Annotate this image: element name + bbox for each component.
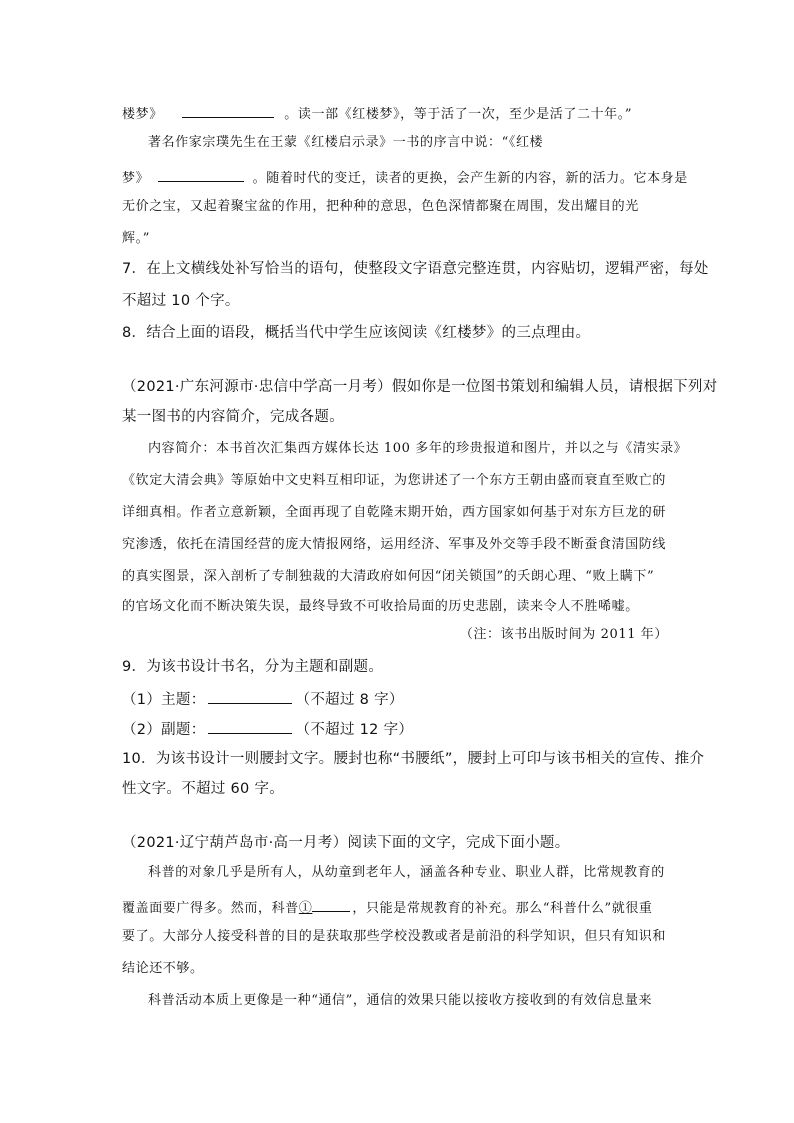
book-intro-line5: 的真实图景，深入剖析了专制独裁的大清政府如何因“闭关锁国”的夭朗心理、“败上瞒下” [122, 569, 655, 584]
main-title-label: （1）主题： [122, 692, 206, 708]
main-title-blank[interactable] [208, 690, 292, 704]
science-para2-line1: 科普活动本质上更像是一种“通信”，通信的效果只能以接收方接收到的有效信息量来 [148, 993, 653, 1008]
main-title-limit: （不超过 8 字） [295, 692, 404, 708]
subtitle-limit: （不超过 12 字） [295, 722, 414, 738]
question-10-line1: 10．为该书设计一则腰封文字。腰封也称“书腰纸”，腰封上可印与该书相关的宣传、推介 [122, 751, 705, 767]
question-9-sub2 [122, 720, 413, 738]
passage1-line3 [122, 168, 688, 185]
science-para1-line1: 科普的对象几乎是所有人，从幼童到老年人，涵盖各种专业、职业人群，比常规教育的 [148, 865, 665, 880]
blank-marker-1: ① [298, 901, 313, 916]
passage1-line4: 无价之宝，又起着聚宝盆的作用，把种种的意思，色色深情都聚在周围，发出耀目的光 [122, 199, 639, 214]
book-intro-line1: 内容简介：本书首次汇集西方媒体长达 100 多年的珍贵报道和图片，并以之与《清实录》 [148, 441, 688, 456]
passage1-line2: 著名作家宗璞先生在王蒙《红楼启示录》一书的序言中说：“《红楼 [148, 135, 544, 150]
publication-note: （注：该书出版时间为 2011 年） [459, 627, 668, 642]
science-para1-line2-start: 覆盖面要广得多。然而，科普 [122, 901, 299, 916]
book-intro-line4: 究渗透，依托在清国经营的庞大情报网络，运用经济、军事及外交等手段不断蚕食清国防线 [122, 537, 667, 552]
answer-blank-2[interactable] [158, 168, 244, 182]
passage1-line1 [122, 104, 632, 121]
passage1-line5: 辉。” [122, 231, 150, 246]
science-para1-line2 [122, 898, 653, 915]
subtitle-blank[interactable] [208, 720, 292, 734]
section2-intro-line1: （2021·广东河源市·忠信中学高一月考）假如你是一位图书策划和编辑人员，请根据下列对 [122, 379, 718, 395]
passage1-line3-end: 。随着时代的变迁，读者的更换，会产生新的内容，新的活力。它本身是 [252, 171, 688, 186]
question-10-line2: 性文字。不超过 60 字。 [122, 781, 285, 797]
book-intro-line2: 《钦定大清会典》等原始中文史料互相印证，为您讲述了一个东方王朝由盛而衰直至败亡的 [122, 473, 667, 488]
section2-intro-line2: 某一图书的内容简介，完成各题。 [122, 409, 344, 425]
passage1-line3-start: 梦》 [122, 171, 150, 186]
question-9: 9．为该书设计书名，分为主题和副题。 [122, 659, 384, 675]
science-blank-1[interactable] [312, 898, 350, 912]
science-para1-line2-end: ，只能是常规教育的补充。那么“科普什么”就很重 [352, 901, 653, 916]
book-intro-line6: 的官场文化而不断决策失误，最终导致不可收拾局面的历史悲剧，读来令人不胜唏嘘。 [122, 599, 639, 614]
question-8: 8．结合上面的语段，概括当代中学生应该阅读《红楼梦》的三点理由。 [122, 325, 591, 341]
answer-blank-1[interactable] [182, 104, 274, 118]
science-para1-line3: 要了。大部分人接受科普的目的是获取那些学校没教或者是前沿的科学知识，但只有知识和 [122, 929, 667, 944]
question-9-sub1 [122, 690, 404, 708]
passage1-line1-end: 。读一部《红楼梦》，等于活了一次，至少是活了二十年。” [284, 107, 633, 122]
passage1-line1-start: 楼梦》 [122, 107, 163, 122]
book-intro-line3: 详细真相。作者立意新颖，全面再现了自乾隆末期开始，西方国家如何基于对东方巨龙的研 [122, 505, 667, 520]
question-7-line2: 不超过 10 个字。 [122, 293, 240, 309]
section3-intro: （2021·辽宁葫芦岛市·高一月考）阅读下面的文字，完成下面小题。 [122, 835, 570, 851]
question-7-line1: 7．在上文横线处补写恰当的语句，使整段文字语意完整连贯，内容贴切，逻辑严密，每处 [122, 261, 709, 277]
science-para1-line4: 结论还不够。 [122, 961, 204, 976]
subtitle-label: （2）副题： [122, 722, 206, 738]
